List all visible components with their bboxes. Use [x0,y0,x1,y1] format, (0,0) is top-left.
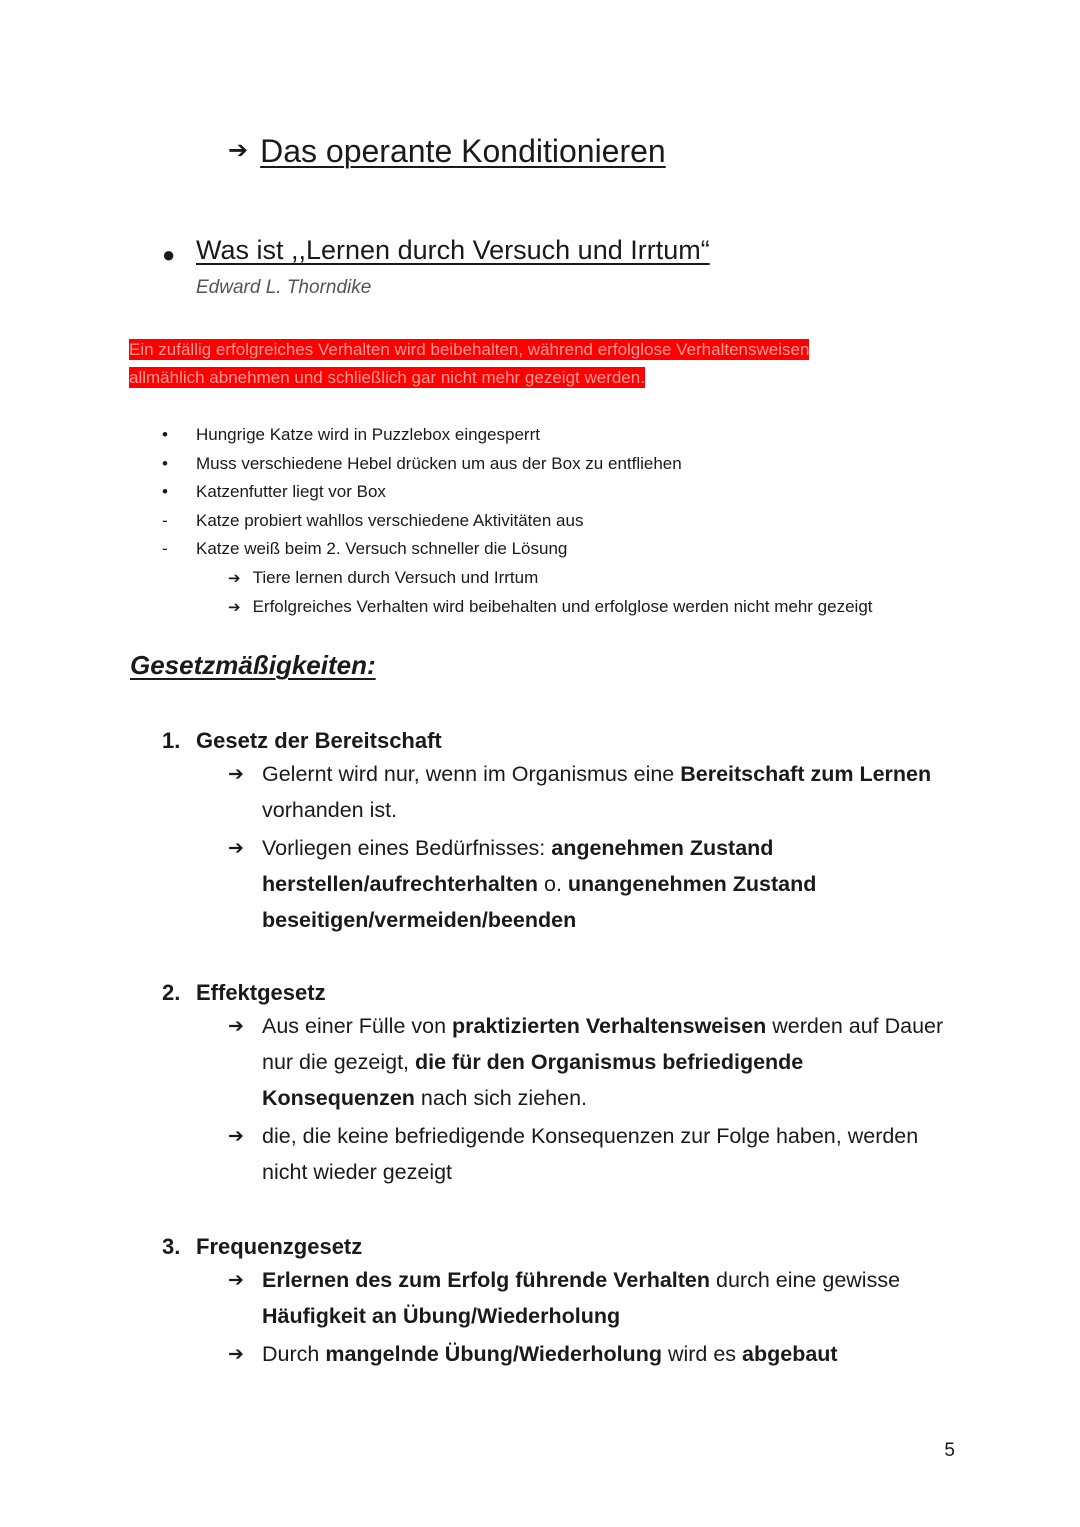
bullet-icon: ● [162,242,176,267]
law-title [162,1234,952,1260]
list-item [162,450,873,479]
point-bold-text: abgebaut [742,1342,838,1366]
law-point [228,830,952,938]
point-bold-text: mangelnde Übung/Wiederholung [325,1342,662,1366]
point-bold-text: Häufigkeit an Übung/Wiederholung [262,1304,621,1328]
list-item-text: Hungrige Katze wird in Puzzlebox eingesperrt [196,425,540,444]
point-text: werden auf Dauer nur die gezeigt, [262,1014,944,1074]
point-text: Vorliegen eines Bedürfnisses: [262,836,552,860]
list-item [162,535,873,564]
page-number: 5 [944,1440,955,1461]
conclusion-item [162,593,873,622]
point-text: o. [538,872,568,896]
list-item [162,507,873,536]
list-item-text: Katze probiert wahllos verschiedene Aktivitäten aus [196,510,584,530]
law-number: 3. [162,1234,181,1259]
point-text: Aus einer Fülle von [262,1014,453,1038]
law-title [162,728,952,754]
law-title-text: Effektgesetz [196,980,326,1005]
conclusion-text: Tiere lernen durch Versuch und Irrtum [252,567,539,587]
list-item [162,421,873,450]
point-text: nach sich ziehen. [414,1086,588,1110]
conclusion-text: Erfolgreiches Verhalten wird beibehalten und erfolglose werden nicht mehr gezeigt [252,596,873,616]
list-item-text: Katze weiß beim 2. Versuch schneller die Lösung [196,539,568,559]
arrow-right-icon: ➔ [228,136,249,164]
law-title-text: Frequenzgesetz [196,1234,363,1259]
law-number: 1. [162,728,181,753]
highlight-line-2: allmählich abnehmen und schließlich gar nicht mehr gezeigt werden. [129,368,645,387]
list-marker: - [162,539,168,559]
list-item-text: Katzenfutter liegt vor Box [196,482,386,502]
arrow-right-icon: ➔ [228,1015,244,1037]
arrow-right-icon: ➔ [228,597,241,616]
point-bold-text: die für den Organismus befriedigende Konsequenzen [262,1050,804,1110]
laws-heading: Gesetzmäßigkeiten: [130,650,376,680]
list-marker: • [162,425,168,444]
law-point [228,1118,952,1190]
point-bold-text: unangenehmen Zustand beseitigen/vermeiden/beenden [262,872,817,932]
page-title [228,133,666,170]
list-marker: - [162,510,168,530]
law-number: 2. [162,980,181,1005]
arrow-right-icon: ➔ [228,1343,244,1365]
conclusion-item [162,564,873,593]
highlighted-definition [129,336,889,392]
point-text: durch eine gewisse [710,1268,901,1292]
arrow-right-icon: ➔ [228,1125,244,1147]
law-title [162,980,952,1006]
list-marker: • [162,453,168,473]
arrow-right-icon: ➔ [228,837,244,859]
law-point [228,1262,952,1334]
arrow-right-icon: ➔ [228,1269,244,1291]
facts-list [162,421,873,621]
law-title-text: Gesetz der Bereitschaft [196,728,442,753]
arrow-right-icon: ➔ [228,763,244,785]
point-text: wird es [661,1342,743,1366]
point-text: vorhanden ist. [262,798,398,822]
law-section [162,980,952,1190]
law-point [228,1008,952,1116]
point-bold-text: Bereitschaft zum Lernen [680,762,932,786]
law-section [162,1234,952,1372]
page-title-text: Das operante Konditionieren [260,133,666,169]
point-bold-text: praktizierten Verhaltensweisen [452,1014,767,1038]
list-item-text: Muss verschiedene Hebel drücken um aus der Box zu entfliehen [196,453,682,473]
list-item [162,478,873,507]
law-point [228,1336,952,1372]
author-name: Edward L. Thorndike [196,277,372,298]
point-bold-text: Erlernen des zum Erfolg führende Verhalten [262,1268,711,1292]
list-marker: • [162,482,168,502]
law-point [228,756,952,828]
arrow-right-icon: ➔ [228,568,241,587]
point-text: Gelernt wird nur, wenn im Organismus eine [262,762,681,786]
law-section [162,728,952,938]
point-bold-text: angenehmen Zustand herstellen/aufrechterhalten [262,836,774,896]
highlight-line-1: Ein zufällig erfolgreiches Verhalten wird beibehalten, während erfolglose Verhaltensweisen [129,340,810,359]
point-text: Durch [262,1342,326,1366]
question-title: Was ist ,,Lernen durch Versuch und Irrtum“ [196,235,710,265]
point-text: die, die keine befriedigende Konsequenzen zur Folge haben, werden nicht wieder gezeigt [262,1124,919,1184]
